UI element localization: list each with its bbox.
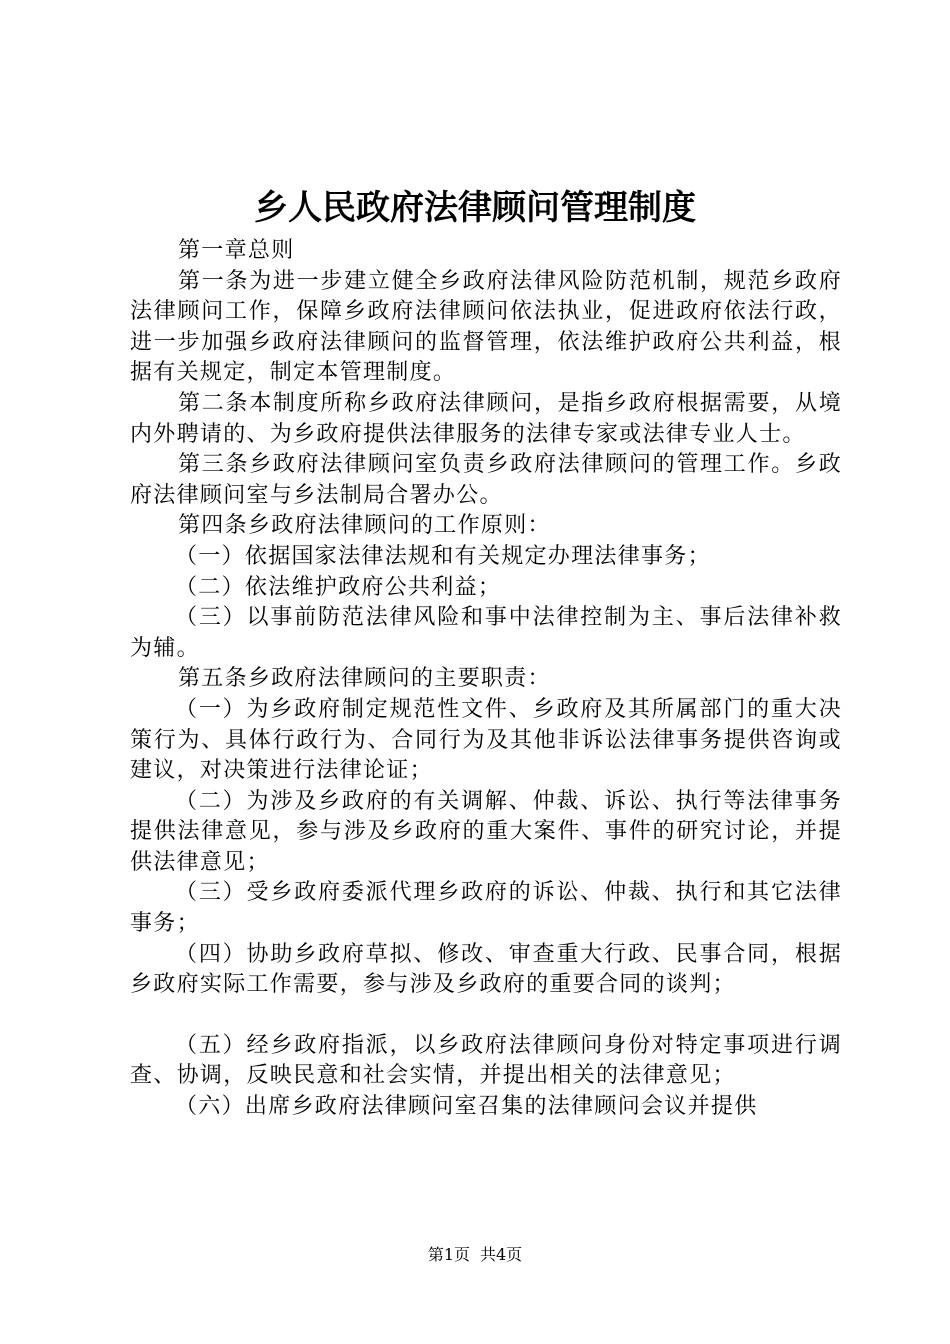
article-5-item-1: （一）为乡政府制定规范性文件、乡政府及其所属部门的重大决策行为、具体行政行为、合同行为及其他非诉讼法律事务提供咨询或建议，对决策进行法律论证；: [130, 696, 842, 784]
article-5-item-3: （三）受乡政府委派代理乡政府的诉讼、仲裁、执行和其它法律事务；: [130, 880, 842, 937]
page-total: 共4页: [480, 1245, 523, 1264]
article-4-item-2: （二）依法维护政府公共利益；: [175, 574, 502, 600]
document-body: [130, 236, 842, 1123]
page-number: 第1页: [427, 1245, 470, 1264]
article-5-item-4: （四）协助乡政府草拟、修改、审查重大行政、民事合同，根据乡政府实际工作需要，参与涉及乡政府的重要合同的谈判；: [130, 941, 842, 998]
article-5: 第五条乡政府法律顾问的主要职责：: [178, 666, 551, 692]
article-5-item-6: （六）出席乡政府法律顾问室召集的法律顾问会议并提供: [175, 1094, 758, 1120]
article-5-item-5: （五）经乡政府指派，以乡政府法律顾问身份对特定事项进行调查、协调，反映民意和社会实情，并提出相关的法律意见；: [130, 1032, 842, 1089]
article-1: 第一条为进一步建立健全乡政府法律风险防范机制，规范乡政府法律顾问工作，保障乡政府法律顾问依法执业，促进政府依法行政，进一步加强乡政府法律顾问的监督管理，依法维护政府公共利益，根据有关规定，制定本管理制度。: [130, 268, 842, 386]
chapter-heading: 第一章总则: [178, 238, 295, 263]
article-5-item-2: （二）为涉及乡政府的有关调解、仲裁、诉讼、执行等法律事务提供法律意见，参与涉及乡政府的重大案件、事件的研究讨论，并提供法律意见；: [130, 788, 842, 875]
article-4: 第四条乡政府法律顾问的工作原则：: [178, 513, 551, 539]
article-4-item-1: （一）依据国家法律法规和有关规定办理法律事务；: [175, 543, 711, 569]
article-4-item-3: （三）以事前防范法律风险和事中法律控制为主、事后法律补救为辅。: [130, 605, 842, 661]
article-3: 第三条乡政府法律顾问室负责乡政府法律顾问的管理工作。乡政府法律顾问室与乡法制局合署办公。: [130, 452, 842, 508]
article-2: 第二条本制度所称乡政府法律顾问，是指乡政府根据需要，从境内外聘请的、为乡政府提供法律服务的法律专家或法律专业人士。: [130, 390, 842, 447]
page-footer: [0, 1243, 950, 1267]
document-title: 乡人民政府法律顾问管理制度: [254, 188, 696, 228]
